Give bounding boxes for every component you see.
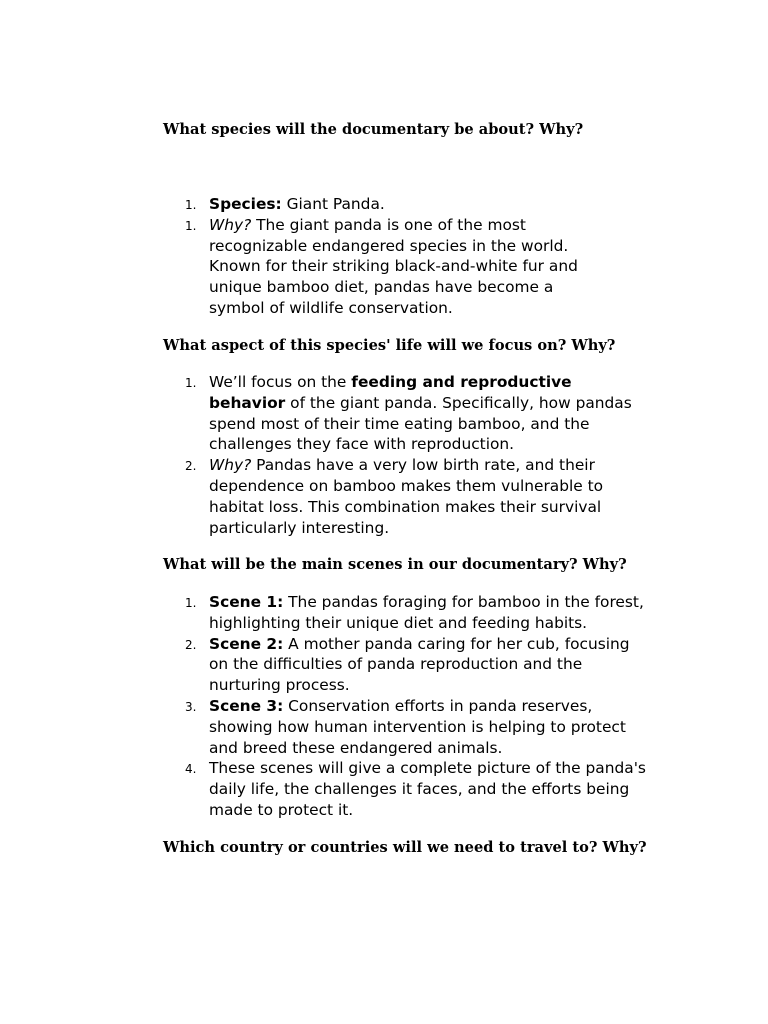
section-heading-scenes: What will be the main scenes in our documentary? Why? xyxy=(163,556,627,573)
item-text: Giant Panda. xyxy=(281,195,385,213)
item-text: The pandas foraging for bamboo in the forest, highlighting their unique diet and feeding habits. xyxy=(209,593,644,632)
list-item-focus xyxy=(163,372,651,455)
list-number: 2. xyxy=(185,637,197,652)
list-number: 4. xyxy=(185,762,197,777)
scenes-list xyxy=(163,592,651,821)
list-number: 1. xyxy=(185,218,197,233)
list-number: 1. xyxy=(185,376,197,390)
list-item-scene-3 xyxy=(163,696,651,758)
list-number: 1. xyxy=(185,198,197,212)
list-number: 3. xyxy=(185,699,197,714)
list-number: 2. xyxy=(185,459,197,474)
item-lead-bold: Scene 3: xyxy=(209,696,284,715)
section-heading-travel: Which country or countries will we need to travel to? Why? xyxy=(163,839,647,856)
item-lead-bold: Species: xyxy=(209,195,282,213)
item-lead-italic: Why? xyxy=(209,215,252,234)
list-item-focus-why xyxy=(163,455,651,538)
list-item-scene-2 xyxy=(163,634,651,696)
section-heading-species: What species will the documentary be about? Why? xyxy=(163,121,584,138)
item-bold-phrase: feeding and reproductive behavior xyxy=(209,373,572,412)
item-text: A mother panda caring for her cub, focusing on the difficulties of panda reproduction and the nurturing process. xyxy=(209,634,630,695)
item-lead-italic: Why? xyxy=(209,456,252,475)
item-text: The giant panda is one of the most recognizable endangered species in the world. Known for their striking black-and-white fur and unique bamboo diet, pandas have become a symbol of wildlife conservation. xyxy=(209,215,578,317)
item-text: Pandas have a very low birth rate, and their dependence on bamboo makes them vulnerable to habitat loss. This combination makes their survival particularly interesting. xyxy=(209,456,604,537)
item-text-post: of the giant panda. Specifically, how pandas spend most of their time eating bamboo, and the challenges they face with reproduction. xyxy=(209,393,632,454)
list-item-species-why xyxy=(116,215,604,319)
list-number: 1. xyxy=(185,596,197,610)
list-item-scene-summary xyxy=(163,758,651,820)
species-list xyxy=(163,194,651,319)
item-text-pre: We’ll focus on the xyxy=(209,373,352,391)
list-item-scene-1 xyxy=(163,592,651,634)
section-heading-focus: What aspect of this species' life will we focus on? Why? xyxy=(163,337,616,354)
item-text: Conservation efforts in panda reserves, showing how human intervention is helping to protect and breed these endangered animals. xyxy=(209,696,626,757)
list-item-species xyxy=(163,194,651,215)
item-text: These scenes will give a complete picture of the panda's daily life, the challenges it faces, and the efforts being made to protect it. xyxy=(209,759,646,819)
item-lead-bold: Scene 1: xyxy=(209,593,284,611)
focus-list xyxy=(163,372,651,538)
item-lead-bold: Scene 2: xyxy=(209,634,284,653)
